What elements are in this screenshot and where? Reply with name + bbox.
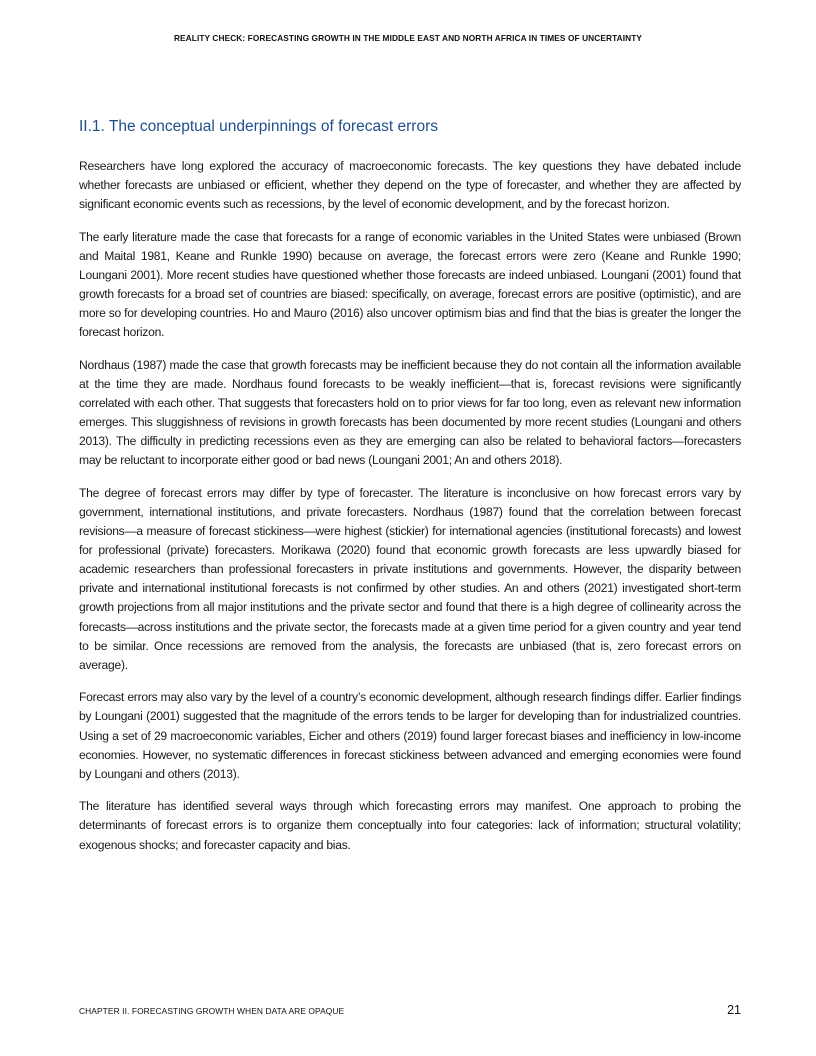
running-header: REALITY CHECK: FORECASTING GROWTH IN THE MIDDLE EAST AND NORTH AFRICA IN TIMES OF UNCERTAINTY — [173, 33, 643, 43]
paragraph-intro: Researchers have long explored the accuracy of macroeconomic forecasts. The key questions they have debated include whether forecasts are unbiased or efficient, whether they depend on the type of forecaster, and whether they are affected by significant economic events such as recessions, by the level of economic development, and by the forecast horizon. — [79, 159, 741, 212]
footer-chapter-title: CHAPTER II. FORECASTING GROWTH WHEN DATA ARE OPAQUE — [79, 1006, 345, 1016]
section-heading: II.1. The conceptual underpinnings of forecast errors — [79, 118, 439, 135]
page-footer — [79, 1003, 741, 1017]
page-number: 21 — [727, 1003, 741, 1017]
body-text — [79, 157, 741, 868]
paragraph-bias: The early literature made the case that forecasts for a range of economic variables in the United States were unbiased (Brown and Maital 1981, Keane and Runkle 1990) because on average, the forecast errors were zero (Keane and Runkle 1990; Loungani 2001). More recent studies have questioned whether those forecasts are indeed unbiased. Loungani (2001) found that growth forecasts for a broad set of countries are biased: specifically, on average, forecast errors are positive (optimistic), and are more so for developing countries. Ho and Mauro (2016) also uncover optimism bias and find that the bias is greater the longer the forecast horizon. — [79, 229, 741, 340]
paragraph-development-level: Forecast errors may also vary by the level of a country’s economic development, although research findings differ. Earlier findings by Loungani (2001) suggested that the magnitude of the errors tends to be larger for developing than for industrialized countries. Using a set of 29 macroeconomic variables, Eicher and others (2019) found larger forecast biases and inefficiency in low-income economies. However, no systematic differences in forecast stickiness between advanced and emerging economies were found by Loungani and others (2013). — [79, 690, 741, 781]
paragraph-forecaster-type: The degree of forecast errors may differ by type of forecaster. The literature is inconclusive on how forecast errors vary by government, international institutions, and private forecasters. Nordhaus (1987) found that the correlation between forecast revisions—a measure of forecast stickiness—were highest (stickier) for international agencies (institutional forecasts) and lowest for professional (private) forecasters. Morikawa (2020) found that economic growth forecasts are less upwardly biased for academic researchers than professional forecasters in private institutions and governments. However, the disparity between private and international institutional forecasts is not confirmed by other studies. An and others (2021) investigated short-term growth projections from all major institutions and the private sector and found that there is a high degree of collinearity across the forecasts—across institutions and the private sector, the forecasts made at a given time period for a given country and year tend to be similar. Once recessions are removed from the analysis, the forecasts are unbiased (that is, zero forecast errors on average). — [79, 485, 741, 672]
paragraph-determinants: The literature has identified several ways through which forecasting errors may manifest. One approach to probing the determinants of forecast errors is to organize them conceptually into four categories: lack of information; structural volatility; exogenous shocks; and forecaster capacity and bias. — [79, 799, 741, 852]
paragraph-efficiency: Nordhaus (1987) made the case that growth forecasts may be inefficient because they do not contain all the information available at the time they are made. Nordhaus found forecasts to be weakly inefficient—that is, forecast revisions were significantly correlated with each other. That suggests that forecasters hold on to prior views for far too long, even as relevant new information emerges. This sluggishness of revisions in growth forecasts has been documented by more recent studies (Loungani and others 2013). The difficulty in predicting recessions even as they are emerging can also be related to behavioral factors—forecasters may be reluctant to incorporate either good or bad news (Loungani 2001; An and others 2018). — [79, 357, 741, 468]
